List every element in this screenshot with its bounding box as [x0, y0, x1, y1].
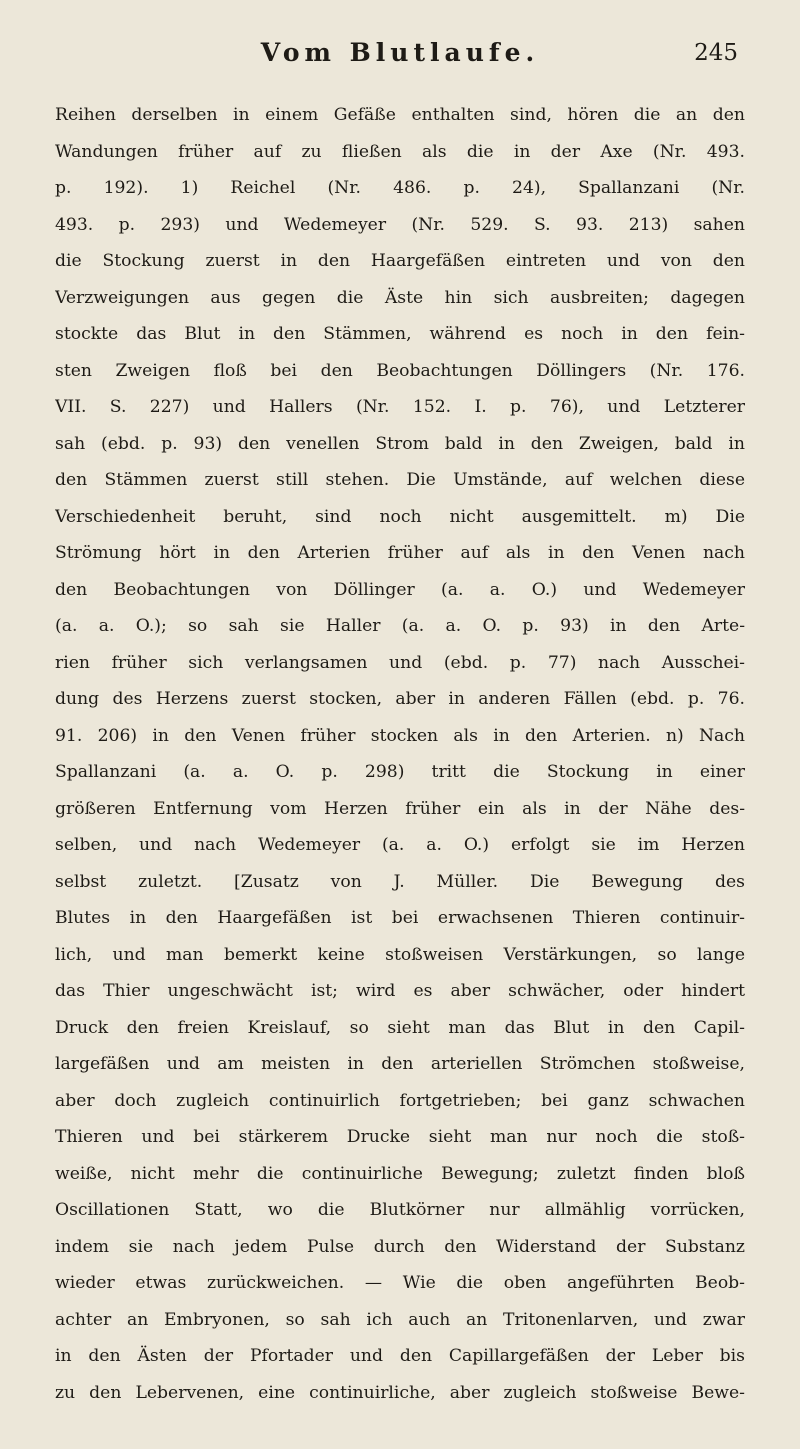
text-line: sah (ebd. p. 93) den venellen Strom bald in den Zweigen, bald in [55, 433, 745, 454]
text-line: sten Zweigen floß bei den Beobachtungen Döllingers (Nr. 176. [55, 360, 745, 381]
text-line: weiße, nicht mehr die continuirliche Bewegung; zuletzt finden bloß [55, 1163, 745, 1184]
text-line: den Beobachtungen von Döllinger (a. a. O.) und Wedemeyer [55, 579, 745, 600]
text-line: Spallanzani (a. a. O. p. 298) tritt die Stockung in einer [55, 762, 745, 782]
text-line: stockte das Blut in den Stämmen, während es noch in den fein- [55, 324, 745, 344]
page-number: 245 [694, 40, 738, 66]
text-line: aber doch zugleich continuirlich fortgetrieben; bei ganz schwachen [55, 1090, 745, 1111]
text-line: (a. a. O.); so sah sie Haller (a. a. O. p. 93) in den Arte- [55, 616, 745, 636]
text-line: das Thier ungeschwächt ist; wird es aber schwächer, oder hindert [55, 981, 745, 1001]
text-line: indem sie nach jedem Pulse durch den Widerstand der Substanz [55, 1236, 745, 1257]
text-line: Verschiedenheit beruht, sind noch nicht ausgemittelt. m) Die [55, 506, 745, 527]
text-line: achter an Embryonen, so sah ich auch an Tritonenlarven, und zwar [55, 1309, 745, 1330]
text-line: Verzweigungen aus gegen die Äste hin sich ausbreiten; dagegen [55, 287, 745, 308]
text-line: die Stockung zuerst in den Haargefäßen eintreten und von den [55, 251, 745, 271]
text-line: den Stämmen zuerst still stehen. Die Umstände, auf welchen diese [55, 470, 745, 490]
text-line: in den Ästen der Pfortader und den Capillargefäßen der Leber bis [55, 1346, 745, 1366]
text-line: 91. 206) in den Venen früher stocken als in den Arterien. n) Nach [55, 725, 745, 746]
text-line: Blutes in den Haargefäßen ist bei erwachsenen Thieren continuir- [55, 908, 745, 928]
text-line: largefäßen und am meisten in den arteriellen Strömchen stoßweise, [55, 1054, 745, 1074]
text-line: selbst zuletzt. [Zusatz von J. Müller. Die Bewegung des [55, 871, 745, 892]
text-line: Reihen derselben in einem Gefäße enthalten sind, hören die an den [55, 105, 745, 125]
page-header [0, 38, 800, 78]
text-line: dung des Herzens zuerst stocken, aber in anderen Fällen (ebd. p. 76. [55, 689, 745, 709]
text-line: Druck den freien Kreislauf, so sieht man das Blut in den Capil- [55, 1017, 745, 1038]
text-line: selben, und nach Wedemeyer (a. a. O.) erfolgt sie im Herzen [55, 835, 745, 855]
text-line: lich, und man bemerkt keine stoßweisen Verstärkungen, so lange [55, 944, 745, 965]
text-line: wieder etwas zurückweichen. — Wie die oben angeführten Beob- [55, 1273, 745, 1293]
text-line: Oscillationen Statt, wo die Blutkörner nur allmählig vorrücken, [55, 1200, 745, 1220]
text-line: 493. p. 293) und Wedemeyer (Nr. 529. S. 93. 213) sahen [55, 214, 745, 235]
text-line: p. 192). 1) Reichel (Nr. 486. p. 24), Spallanzani (Nr. [55, 178, 745, 198]
text-line: zu den Lebervenen, eine continuirliche, aber zugleich stoßweise Bewe- [55, 1382, 745, 1403]
text-line: Wandungen früher auf zu fließen als die in der Axe (Nr. 493. [55, 141, 745, 162]
body-text [55, 97, 745, 1411]
text-line: Strömung hört in den Arterien früher auf als in den Venen nach [55, 543, 745, 563]
running-title: Vom Blutlaufe. [260, 38, 540, 67]
text-line: Thieren und bei stärkerem Drucke sieht man nur noch die stoß- [55, 1127, 745, 1147]
text-line: VII. S. 227) und Hallers (Nr. 152. I. p. 76), und Letzterer [55, 397, 745, 417]
text-line: größeren Entfernung vom Herzen früher ein als in der Nähe des- [55, 798, 745, 819]
text-line: rien früher sich verlangsamen und (ebd. p. 77) nach Ausschei- [55, 652, 745, 673]
